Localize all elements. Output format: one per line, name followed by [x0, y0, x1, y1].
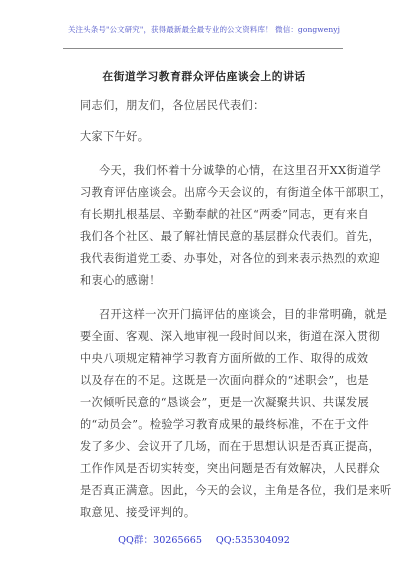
- salutation-line: 同志们，朋友们，各位居民代表们：: [80, 99, 265, 112]
- paragraph-1-line: 我们各个社区、最了解社情民意的基层群众代表们。首先，: [80, 230, 380, 243]
- paragraph-1-line: 我代表街道党工委、办事处，对各位的到来表示热烈的欢迎: [80, 252, 380, 265]
- paragraph-2-line: 以及存在的不足。这既是一次面向群众的“述职会”，也是: [80, 374, 370, 387]
- greeting-line: 大家下午好。: [80, 130, 150, 143]
- paragraph-2-line: 的“动员会”。检验学习教育成果的最终标准，不在于文件: [80, 418, 370, 431]
- paragraph-2-line: 要全面、客观、深入地审视一段时间以来，街道在深入贯彻: [80, 330, 380, 343]
- paragraph-1-line: 今天，我们怀着十分诚挚的心情，在这里召开XX街道学: [99, 164, 381, 177]
- paragraph-2-line: 取意见、接受评判的。: [80, 506, 196, 519]
- paragraph-1-line: 有长期扎根基层、辛勤奉献的社区“两委”同志，更有来自: [80, 208, 370, 221]
- header-banner: 关注头条号"公文研究"，获得最新最全最专业的公文资料库！ 微信：gongwenyj: [67, 25, 341, 34]
- paragraph-2-line: 一次倾听民意的“恳谈会”，更是一次凝聚共识、共谋发展: [80, 396, 370, 409]
- paragraph-1-line: 习教育评估座谈会。出席今天会议的，有街道全体干部职工，: [80, 186, 392, 199]
- header-divider: [63, 48, 343, 49]
- paragraph-2-line: 工作作风是否切实转变，突出问题是否有效解决，人民群众: [80, 462, 380, 475]
- footer-qq: QQ:535304092: [215, 535, 290, 546]
- paragraph-2-line: 中央八项规定精神学习教育方面所做的工作、取得的成效: [80, 352, 369, 365]
- paragraph-2-line: 召开这样一次开门搞评估的座谈会，目的非常明确，就是: [99, 308, 388, 321]
- paragraph-1-line: 和衷心的感谢！: [80, 274, 161, 287]
- paragraph-2-line: 发了多少、会议开了几场，而在于思想认识是否真正提高，: [80, 440, 380, 453]
- footer-qq-group: QQ群：30265665: [118, 535, 202, 546]
- document-title: 在街道学习教育群众评估座谈会上的讲话: [102, 70, 306, 83]
- paragraph-2-line: 是否真正满意。因此，今天的会议，主角是各位，我们是来听: [80, 484, 392, 497]
- footer-contacts: [0, 532, 408, 546]
